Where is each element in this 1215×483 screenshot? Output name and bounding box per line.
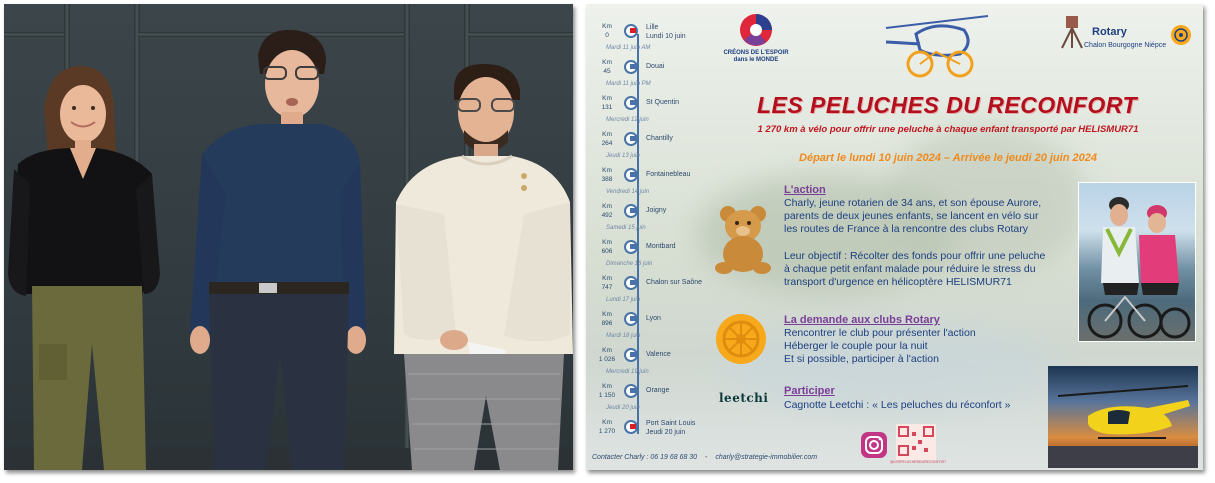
instagram-icon bbox=[860, 431, 888, 459]
stop-day: Mardi 11 juin AM bbox=[606, 45, 651, 51]
stop-city: Fontainebleau bbox=[646, 171, 691, 178]
section-demande-text: Rencontrer le club pour présenter l'action Héberger le couple pour la nuit Et si possible, participer à l'action bbox=[784, 327, 976, 365]
stop-city: Chantilly bbox=[646, 135, 673, 142]
section-action-title: L'action bbox=[784, 184, 826, 196]
stop-km: Km 606 bbox=[601, 239, 613, 255]
rotary-title: Rotary bbox=[1092, 26, 1127, 38]
stop-day: Mardi 18 juin bbox=[606, 333, 641, 339]
blue-flag-icon bbox=[624, 96, 638, 110]
blue-flag-icon bbox=[624, 312, 638, 326]
blue-flag-icon bbox=[624, 132, 638, 146]
blue-flag-icon bbox=[624, 168, 638, 182]
stop-city: Chalon sur Saône bbox=[646, 279, 703, 286]
couple-photo bbox=[1078, 182, 1196, 342]
stop-km: Km 747 bbox=[601, 275, 613, 291]
section-participer-title: Participer bbox=[784, 385, 835, 397]
stop-day: Jeudi 13 juin bbox=[606, 153, 640, 159]
contact-line: Contacter Charly : 06 19 68 68 30 - charly@strategie-immobilier.com bbox=[592, 454, 818, 461]
section-participer-text: Cagnotte Leetchi : « Les peluches du réconfort » bbox=[784, 399, 1011, 411]
blue-flag-icon bbox=[624, 348, 638, 362]
section-action-goal: Leur objectif : Récolter des fonds pour offrir une peluche à chaque petit enfant malade pour réduire le stress du transport d'urgence en hélicoptère HELISMUR71 bbox=[784, 250, 1046, 288]
stop-city: Lille Lundi 10 juin bbox=[646, 24, 686, 40]
red-flag-icon bbox=[624, 420, 638, 434]
stop-city: Valence bbox=[646, 351, 671, 358]
section-action-text: Charly, jeune rotarien de 34 ans, et son épouse Aurore, parents de deux jeunes enfants, se lancent en vélo sur les routes de France à la rencontre des clubs Rotary bbox=[784, 197, 1042, 235]
stop-km: Km 1 026 bbox=[598, 347, 616, 363]
blue-flag-icon bbox=[624, 60, 638, 74]
people-illustration bbox=[4, 4, 573, 470]
stop-km: Km 1 150 bbox=[598, 383, 616, 399]
rotary-wheel-icon bbox=[1170, 24, 1192, 46]
stop-km: Km 1 270 bbox=[598, 419, 616, 435]
red-flag-icon bbox=[624, 24, 638, 38]
stop-day: Mardi 11 juin PM bbox=[606, 81, 651, 87]
stop-city: Lyon bbox=[646, 315, 661, 322]
blue-flag-icon bbox=[624, 384, 638, 398]
stop-day: Dimanche 16 juin bbox=[606, 261, 653, 267]
helicopter-illustration bbox=[1048, 366, 1198, 468]
blue-flag-icon bbox=[624, 204, 638, 218]
stop-day: Lundi 17 juin bbox=[606, 297, 641, 303]
stop-km: Km 492 bbox=[601, 203, 613, 219]
event-poster bbox=[586, 4, 1203, 470]
espoir-logo-text: CRÉONS DE L'ESPOIR dans le MONDE bbox=[723, 50, 789, 63]
poster-dates: Départ le lundi 10 juin 2024 – Arrivée le jeudi 20 juin 2024 bbox=[799, 152, 1097, 164]
poster-subtitle: 1 270 km à vélo pour offrir une peluche à chaque enfant transporté par HELISMUR71 bbox=[757, 124, 1139, 135]
stop-day: Mercredi 19 juin bbox=[606, 369, 649, 375]
qr-code-icon bbox=[896, 424, 936, 460]
stop-km: Km 131 bbox=[601, 95, 613, 111]
stop-day: Jeudi 20 juin bbox=[606, 405, 640, 411]
stop-city: Joigny bbox=[646, 207, 667, 214]
stop-km: Km 45 bbox=[602, 59, 612, 75]
woman-figure bbox=[8, 66, 160, 470]
stop-city: Port Saint Louis Jeudi 20 juin bbox=[646, 420, 696, 436]
stop-day: Samedi 15 juin bbox=[606, 225, 646, 231]
heli-bike-logo-icon bbox=[876, 12, 996, 80]
route-stop bbox=[592, 416, 702, 446]
stop-city: Douai bbox=[646, 63, 665, 70]
man-right-figure bbox=[394, 64, 573, 470]
rotary-gear-icon bbox=[714, 312, 768, 366]
teddy-bear-icon bbox=[710, 204, 776, 276]
stop-km: Km 0 bbox=[602, 23, 612, 39]
poster-title: LES PELUCHES DU RECONFORT bbox=[756, 92, 1138, 118]
stop-city: Orange bbox=[646, 387, 670, 394]
section-demande-title: La demande aux clubs Rotary bbox=[784, 314, 940, 326]
cyclists-illustration bbox=[1079, 183, 1196, 342]
stop-day: Vendredi 14 juin bbox=[606, 189, 650, 195]
man-middle-figure bbox=[190, 30, 366, 470]
qr-caption: @LESPELUCHESDURECONFORT bbox=[890, 460, 947, 464]
stop-city: Montbard bbox=[646, 243, 676, 250]
tripod-icon bbox=[1060, 14, 1084, 50]
stop-km: Km 264 bbox=[601, 131, 613, 147]
stop-day: Mercredi 12 juin bbox=[606, 117, 649, 123]
helicopter-photo bbox=[1048, 366, 1198, 468]
stop-city: St Quentin bbox=[646, 99, 680, 106]
leetchi-logo: leetchi bbox=[719, 391, 769, 405]
stop-km: Km 896 bbox=[601, 311, 613, 327]
blue-flag-icon bbox=[624, 240, 638, 254]
stop-km: Km 388 bbox=[601, 167, 613, 183]
espoir-logo-icon bbox=[736, 10, 776, 50]
group-photo bbox=[4, 4, 573, 470]
rotary-subtitle: Chalon Bourgogne Niépce bbox=[1084, 42, 1167, 49]
blue-flag-icon bbox=[624, 276, 638, 290]
